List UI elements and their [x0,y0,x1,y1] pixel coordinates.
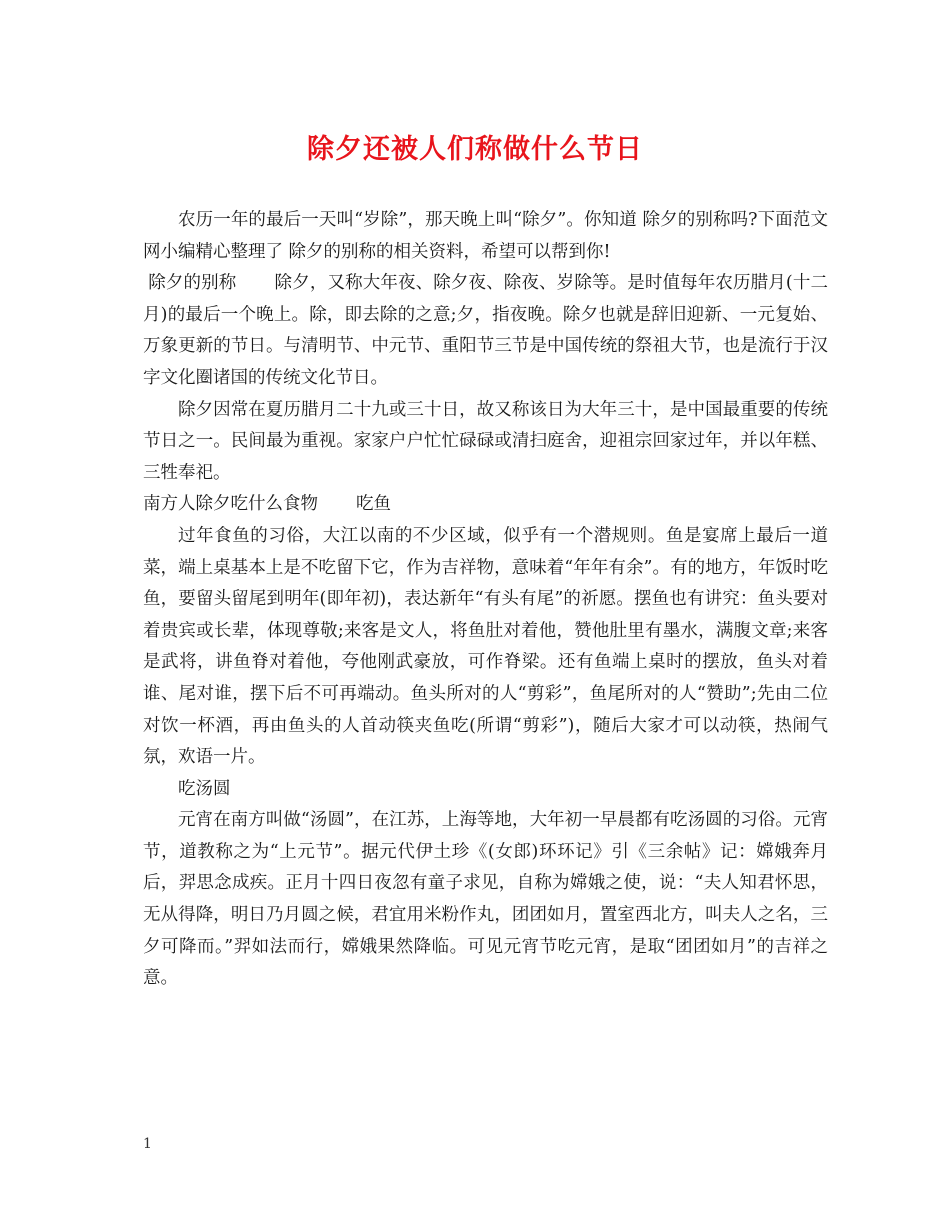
subheading-tangyuan: 吃汤圆 [178,778,231,799]
page-number: 1 [143,1136,152,1152]
section-heading-aliases: 除夕的别称 [148,273,237,294]
fish-paragraph: 过年食鱼的习俗，大江以南的不少区域，似乎有一个潜规则。鱼是宴席上最后一道菜，端上桌基本上是不吃留下它，作为吉祥物，意味着“年年有余”。有的地方，年饭时吃鱼，要留头留尾到明年(即年初)，表达新年“有头有尾”的祈愿。摆鱼也有讲究：鱼头要对着贵宾或长辈，体现尊敬;来客是文人，将鱼肚对着他，赞他肚里有墨水，满腹文章;来客是武将，讲鱼脊对着他，夸他刚武豪放，可作脊梁。还有鱼端上桌时的摆放，鱼头对着谁、尾对谁，摆下后不可再端动。鱼头所对的人“剪彩”，鱼尾所对的人“赞助”;先由二位对饮一杯酒，再由鱼头的人首动筷夹鱼吃(所谓“剪彩”)，随后大家才可以动筷，热闹气氛，欢语一片。 [143,525,828,768]
intro-paragraph: 农历一年的最后一天叫“岁除”，那天晚上叫“除夕”。你知道 除夕的别称吗?下面范文网小编精心整理了 除夕的别称的相关资料，希望可以帮到你! [143,210,828,262]
chuxi-date-paragraph: 除夕因常在夏历腊月二十九或三十日，故又称该日为大年三十，是中国最重要的传统节日之一。民间最为重视。家家户户忙忙碌碌或清扫庭舍，迎祖宗回家过年，并以年糕、三牲奉祀。 [143,399,828,483]
subheading-fish: 吃鱼 [356,494,391,515]
aliases-paragraph: 除夕，又称大年夜、除夕夜、除夜、岁除等。是时值每年农历腊月(十二月)的最后一个晚上。除，即去除的之意;夕，指夜晚。除夕也就是辞旧迎新、一元复始、万象更新的节日。与清明节、中元节、重阳节三节是中国传统的祭祖大节，也是流行于汉字文化圈诸国的传统文化节日。 [143,273,829,388]
section-heading-southern-food: 南方人除夕吃什么食物 [143,494,318,515]
section-southern-food [143,489,828,521]
document-body [143,205,828,995]
page-title: 除夕还被人们称做什么节日 [307,134,643,165]
tangyuan-paragraph: 元宵在南方叫做“汤圆”，在江苏，上海等地，大年初一早晨都有吃汤圆的习俗。元宵节，道教称之为“上元节”。据元代伊土珍《(女郎)环环记》引《三余帖》记：嫦娥奔月后，羿思念成疾。正月十四日夜忽有童子求见，自称为嫦娥之使，说：“夫人知君怀思，无从得降，明日乃月圆之候，君宜用米粉作丸，团团如月，置室西北方，叫夫人之名，三夕可降而。”羿如法而行，嫦娥果然降临。可见元宵节吃元宵，是取“团团如月”的吉祥之意。 [143,810,828,989]
section-aliases [143,268,828,394]
